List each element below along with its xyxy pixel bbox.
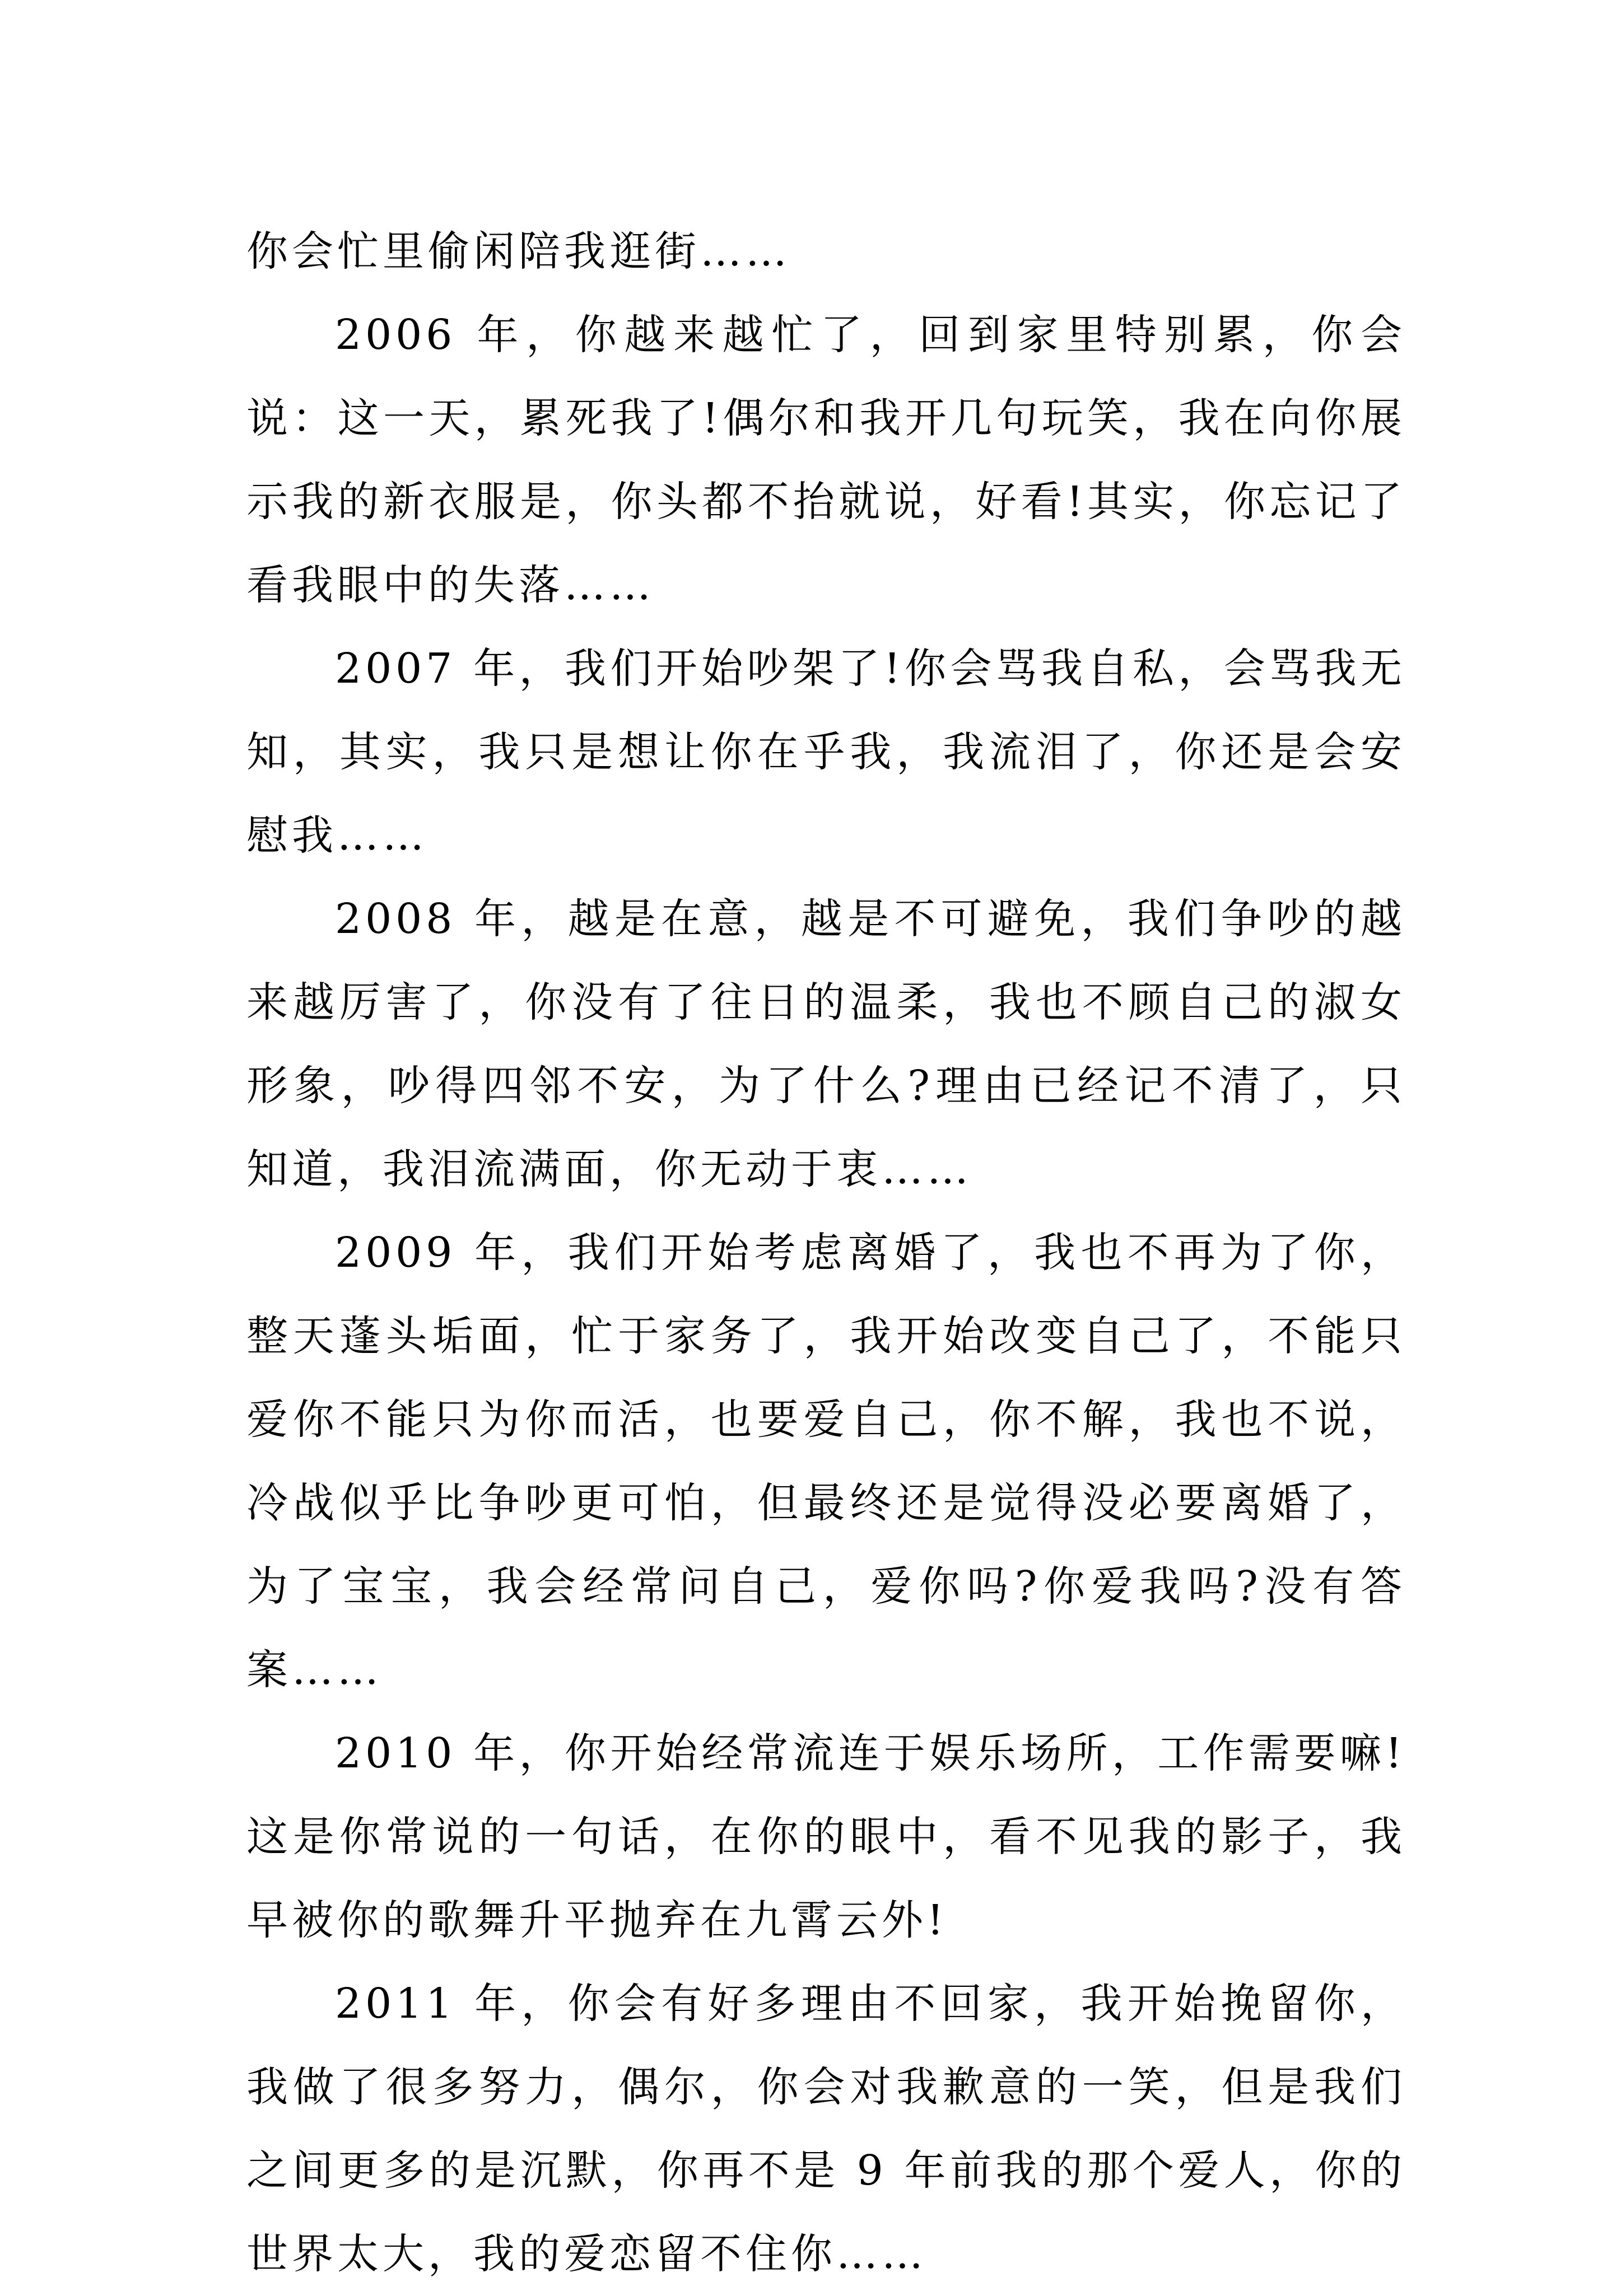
paragraph-2010: 2010 年，你开始经常流连于娱乐场所，工作需要嘛!这是你常说的一句话，在你的眼中，看不见我的影子，我早被你的歌舞升平抛弃在九霄云外!	[246, 1729, 1406, 1944]
paragraph-2006: 2006 年，你越来越忙了，回到家里特别累，你会说：这一天，累死我了!偶尔和我开几句玩笑，我在向你展示我的新衣服是，你头都不抬就说，好看!其实，你忘记了看我眼中的失落……	[246, 311, 1406, 609]
paragraph-2008: 2008 年，越是在意，越是不可避免，我们争吵的越来越厉害了，你没有了往日的温柔，我也不顾自己的淑女形象，吵得四邻不安，为了什么?理由已经记不清了，只知道，我泪流满面，你无动于衷……	[246, 895, 1406, 1193]
paragraph-2009: 2009 年，我们开始考虑离婚了，我也不再为了你，整天蓬头垢面，忙于家务了，我开始改变自己了，不能只爱你不能只为你而活，也要爱自己，你不解，我也不说，冷战似乎比争吵更可怕，但最终还是觉得没必要离婚了，为了宝宝，我会经常问自己，爱你吗?你爱我吗?没有答案……	[246, 1229, 1406, 1694]
paragraph-continuation: 你会忙里偷闲陪我逛街……	[246, 227, 791, 276]
paragraph-2011: 2011 年，你会有好多理由不回家，我开始挽留你，我做了很多努力，偶尔，你会对我歉意的一笑，但是我们之间更多的是沉默，你再不是 9 年前我的那个爱人，你的世界太大，我的爱恋留不住你……	[246, 1980, 1406, 2278]
body-text	[246, 210, 1406, 2296]
paragraph-2007: 2007 年，我们开始吵架了!你会骂我自私，会骂我无知，其实，我只是想让你在乎我，我流泪了，你还是会安慰我……	[246, 645, 1406, 860]
